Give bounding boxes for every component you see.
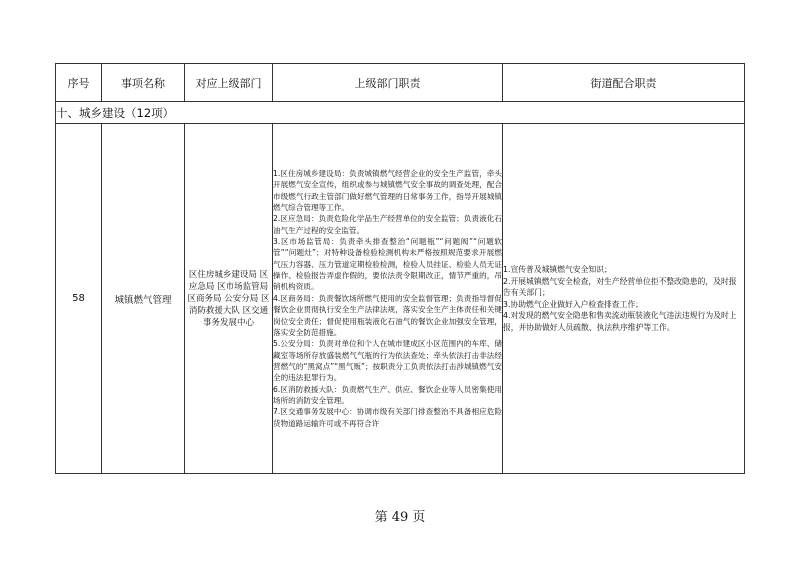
street-duty-item: 2.开展城镇燃气安全检查，对生产经营单位拒不整改隐患的，及时报告有关部门； (503, 276, 737, 297)
duty-item: 6.区消防救援大队：负责燃气生产、供应、餐饮企业等人员密集使用场所的消防安全管理。 (273, 384, 502, 405)
item-name: 城镇燃气管理 (102, 124, 185, 474)
department-list: 区住房城乡建设局 区应急局 区市场监管局 区商务局 公安分局 区消防救援大队 区交通事务发展中心 (185, 124, 273, 474)
duty-item: 1.区住房城乡建设局：负责城镇燃气经营企业的安全生产监管，牵头开展燃气安全宣传，组织或参与城镇燃气安全事故的调查处理，配合市级燃气行政主管部门做好燃气管理的日常事务工作，指导开展城镇燃气综合管理等工作。 (273, 169, 502, 213)
duty-item: 3.区市场监管局：负责牵头排查整治“问题瓶”“问题阀”“问题软管”“问题灶”；对特种设备检验检测机构未严格按照规范要求开展燃气压力容器、压力管道定期检验检测，检验人员挂证、检验人员无证操作、检验报告弄虚作假的，要依法责令限期改正，情节严重的，吊销机构资质。 (273, 237, 502, 292)
superior-duties-cell (273, 124, 503, 474)
street-duty-item: 3.协助燃气企业做好入户检查排查工作； (503, 299, 643, 309)
row-number: 58 (56, 124, 102, 474)
street-duty-item: 4.对发现的燃气安全隐患和售卖流动瓶装液化气违法违规行为及时上报，并协助做好人员疏散、执法秩序维护等工作。 (503, 311, 737, 332)
duty-item: 2.区应急局：负责危险化学品生产经营单位的安全监管；负责液化石油气生产过程的安全监管。 (273, 214, 502, 235)
section-title: 十、城乡建设（12项） (56, 102, 745, 124)
header-number: 序号 (56, 64, 102, 102)
table-row (56, 124, 745, 474)
page-number: 第 49 页 (374, 510, 426, 525)
table-header-row (56, 64, 745, 102)
street-duty-item: 1.宣传普及城镇燃气安全知识； (503, 265, 612, 274)
duty-item: 5.公安分局：负责对单位和个人在城市建成区小区范围内的车库、储藏室等场所存放盛装燃气气瓶的行为依法查处；牵头依法打击非法经营燃气的“黑窝点”“黑气贩”；按职责分工负责依法打击涉城镇燃气安全的违法犯罪行为。 (273, 339, 502, 383)
header-street-duties: 街道配合职责 (503, 64, 745, 102)
responsibility-table (55, 63, 745, 474)
duty-item: 4.区商务局：负责餐饮场所燃气使用的安全监督管理；负责指导督促餐饮企业贯彻执行安全生产法律法规，落实安全生产主体责任和关键岗位安全责任；督促使用瓶装液化石油气的餐饮企业加强安全管理，落实安全防范措施。 (273, 293, 502, 337)
header-superior-department: 对应上级部门 (185, 64, 273, 102)
section-row (56, 102, 745, 124)
street-duties-cell (503, 124, 745, 474)
header-item-name: 事项名称 (102, 64, 185, 102)
header-superior-duties: 上级部门职责 (273, 64, 503, 102)
duty-item: 7.区交通事务发展中心：协调市级有关部门排查整治不具备相应危险货物道路运输许可或不再符合许 (273, 407, 502, 428)
